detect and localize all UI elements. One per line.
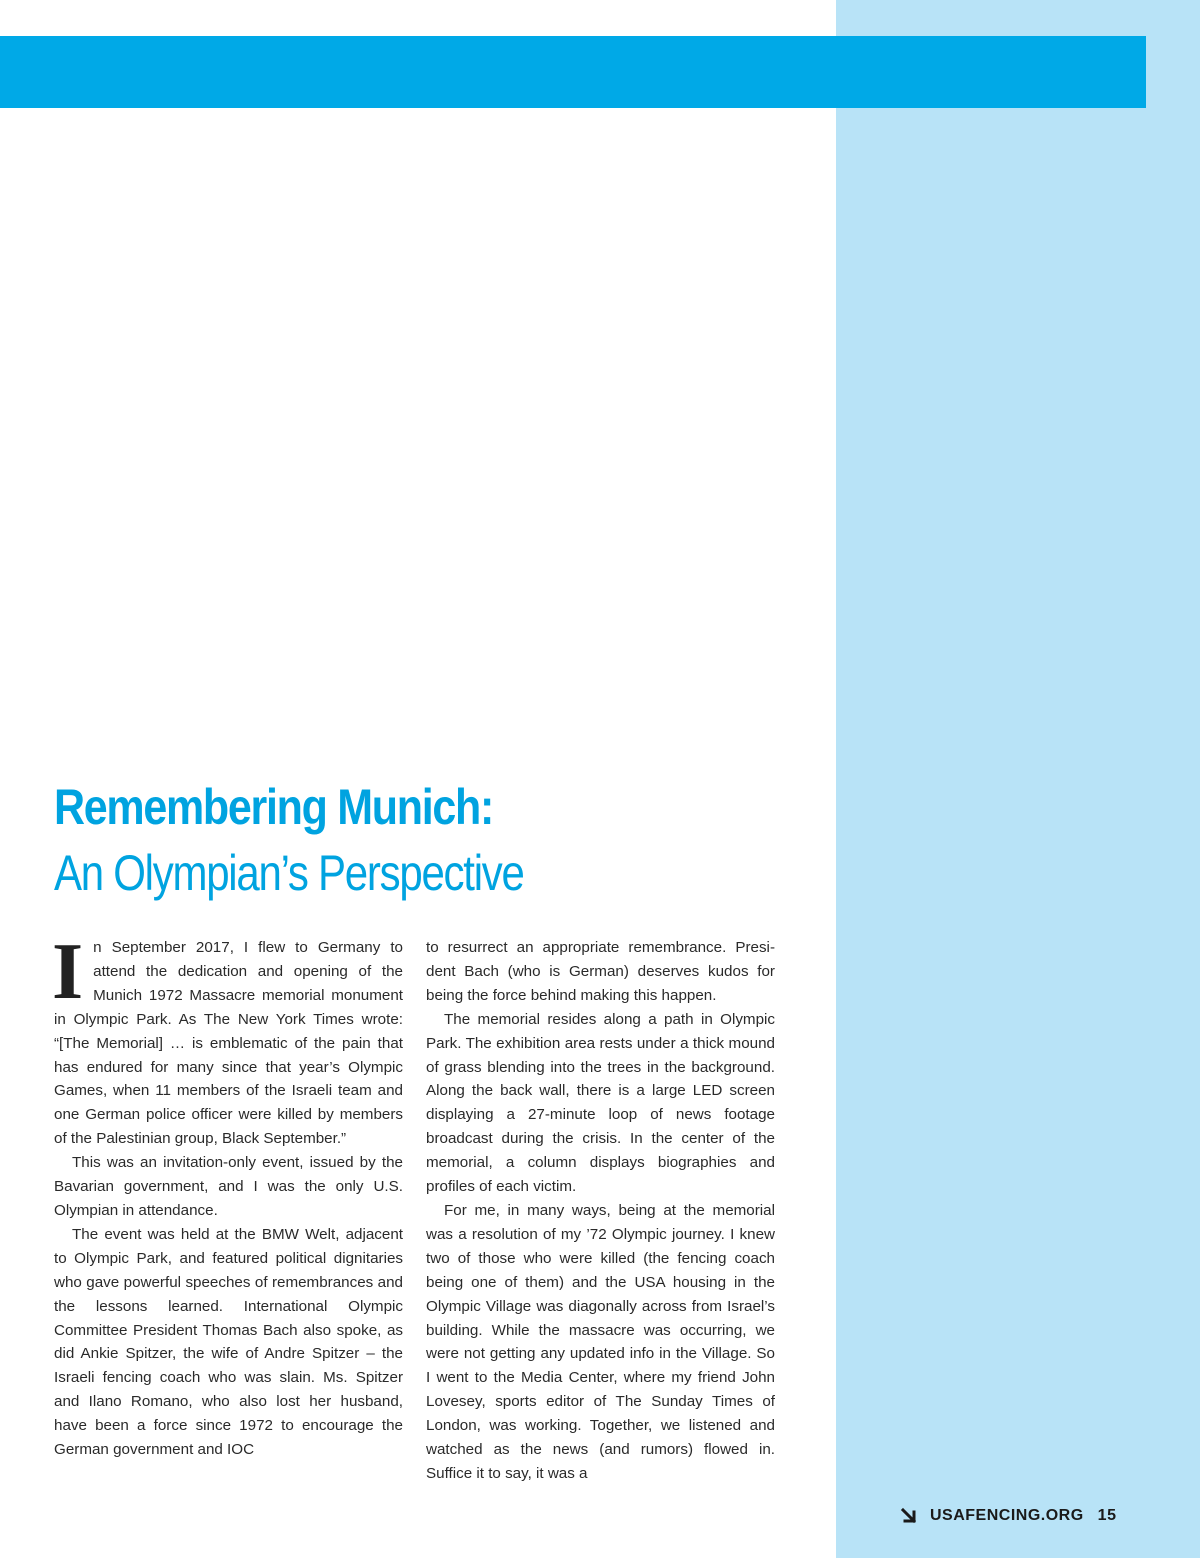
article-title: Remembering Munich: xyxy=(54,779,493,835)
article-subtitle: An Olympian’s Perspective xyxy=(54,845,524,901)
page-number: 15 xyxy=(1097,1507,1117,1524)
right-sidebar-panel xyxy=(836,0,1200,1558)
article-column-right xyxy=(426,936,775,1486)
article-paragraph xyxy=(52,928,403,1151)
article-paragraph: This was an invitation-only event, issued by the Bavarian government, and I was the only U.S. Olympian in attendance. xyxy=(54,1154,403,1219)
article-paragraph: The event was held at the BMW Welt, adjacent to Olympic Park, and featured political dignitaries who gave powerful speeches of remembrances and the lessons learned. International Olympic Committee President Thomas Bach also spoke, as did Ankie Spitzer, the wife of Andre Spitzer – the Israeli fencing coach who was slain. Ms. Spitzer and Ilano Romano, who also lost her husband, have been a force since 1972 to encourage the German government and IOC xyxy=(54,1225,403,1459)
article-column-left xyxy=(52,928,403,1462)
drop-cap: I xyxy=(52,928,84,1016)
article-paragraph: to resurrect an appropriate remembrance. President Bach (who is German) deserves kudos for being the force behind making this happen. xyxy=(426,939,775,1004)
article-paragraph: For me, in many ways, being at the memorial was a resolution of my ’72 Olympic journey. I knew two of those who were killed (the fencing coach being one of them) and the USA housing in the Olympic Village was diagonally across from Israel’s building. While the massacre was occurring, we were not getting any updated info in the Village. So I went to the Media Center, where my friend John Lovesey, sports editor of The Sunday Times of London, was working. Together, we listened and watched as the news (and rumors) flowed in. Suffice it to say, it was a xyxy=(426,1201,775,1482)
footer-site-link[interactable]: USAFENCING.ORG xyxy=(930,1507,1084,1524)
article-paragraph: The memorial resides along a path in Olympic Park. The exhibition area rests under a thick mound of grass blending into the trees in the background. Along the back wall, there is a large LED screen displaying a 27-minute loop of news footage broadcast during the crisis. In the center of the memorial, a column displays biographies and profiles of each victim. xyxy=(426,1010,775,1196)
paragraph-text: n September 2017, I flew to Germany to attend the dedication and opening of the Munich 1972 Massacre memorial monument in Olympic Park. As The New York Times wrote: “[The Memorial] … is emblematic of the pain that has endured for many since that year’s Olympic Games, when 11 members of the Israeli team and one German police officer were killed by members of the Palestinian group, Black September.” xyxy=(54,939,403,1148)
page-footer xyxy=(900,1504,1116,1528)
arrow-down-right-icon xyxy=(900,1507,918,1525)
header-color-band xyxy=(0,36,1146,108)
